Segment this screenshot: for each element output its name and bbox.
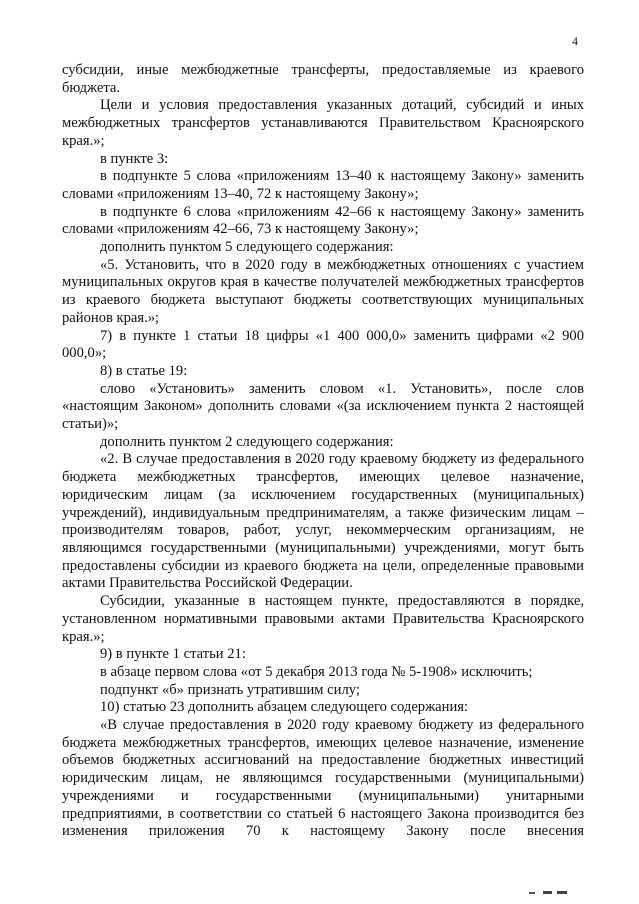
paragraph-14: 9) в пункте 1 статьи 21: <box>100 646 246 663</box>
paragraph-15: в абзаце первом слова «от 5 декабря 2013 года № 5-1908» исключить; <box>100 663 533 680</box>
paragraph-9: 8) в статье 19: <box>100 362 188 379</box>
paragraph-5: в подпункте 6 слова «приложениям 42–66 к настоящему Закону» заменить словами «приложениям 42–66, 73 к настоящему Закону»; <box>62 203 584 238</box>
paragraph-3: в пункте 3: <box>100 150 169 167</box>
paragraph-1: субсидии, иные межбюджетные трансферты, предоставляемые из краевого бюджета. <box>62 62 584 96</box>
document-body <box>62 62 584 841</box>
paragraph-8: 7) в пункте 1 статьи 18 цифры «1 400 000,0» заменить цифрами «2 900 000,0»; <box>62 327 584 362</box>
paragraph-16: подпункт «б» признать утратившим силу; <box>100 681 360 698</box>
paragraph-18: «В случае предоставления в 2020 году краевому бюджету из федерального бюджета межбюджетных трансфертов, имеющих целевое назначение, изменение объемов бюджетных ассигнований на предоставление бюджетных инвестиций юридическим лицам, не являющимся государственными (муниципальными) учреждениями и государственными (муниципальными) унитарными предприятиями, в соответствии со статьей 6 настоящего Закона производится без изменения приложения 70 к настоящему Закону после внесения <box>62 717 584 840</box>
paragraph-11: дополнить пунктом 2 следующего содержания: <box>100 433 394 450</box>
paragraph-10: слово «Установить» заменить словом «1. Установить», после слов «настоящим Законом» дополнить словами «(за исключением пункта 2 настоящей статьи)»; <box>62 380 584 433</box>
page-number: 4 <box>572 34 578 48</box>
paragraph-12: «2. В случае предоставления в 2020 году краевому бюджету из федерального бюджета межбюджетных трансфертов, имеющих целевое назначение, юридическим лицам (за исключением государственных (муниципальных) учреждений), индивидуальным предпринимателям, а также физическим лицам – производителям товаров, работ, услуг, некоммерческим организациям, не являющимся государственными (муниципальными) учреждениями, могут быть предоставлены субсидии из краевого бюджета на цели, определенные правовыми актами Правительства Российской Федерации. <box>62 451 584 592</box>
paragraph-2: Цели и условия предоставления указанных дотаций, субсидий и иных межбюджетных трансфертов устанавливаются Правительством Красноярского края.»; <box>62 97 584 149</box>
paragraph-13: Субсидии, указанные в настоящем пункте, предоставляются в порядке, установленном нормативными правовыми актами Правительства Красноярского края.»; <box>62 593 584 645</box>
paragraph-7: «5. Установить, что в 2020 году в межбюджетных отношениях с участием муниципальных округов края в качестве получателей межбюджетных трансфертов из краевого бюджета выступают бюджеты соответствующих муниципальных районов края.»; <box>62 256 584 326</box>
paragraph-17: 10) статью 23 дополнить абзацем следующего содержания: <box>100 699 469 716</box>
paragraph-6: дополнить пунктом 5 следующего содержания: <box>100 239 394 256</box>
paragraph-4: в подпункте 5 слова «приложениям 13–40 к настоящему Закону» заменить словами «приложениям 13–40, 72 к настоящему Закону»; <box>62 168 584 202</box>
scan-artifact-mark <box>529 890 569 896</box>
